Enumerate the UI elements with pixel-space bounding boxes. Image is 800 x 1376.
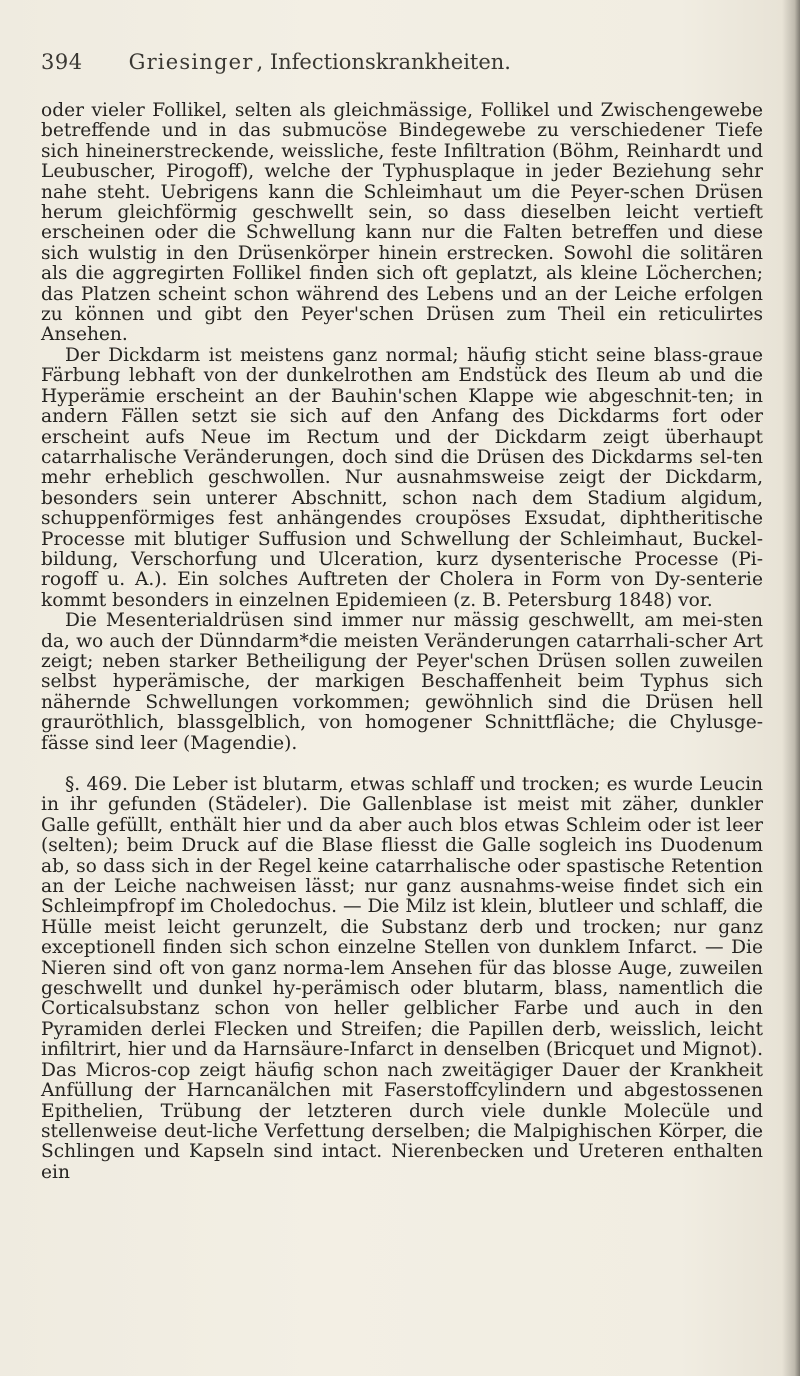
page-number: 394 xyxy=(41,50,83,74)
paragraph-section-469: §. 469. Die Leber ist blutarm, etwas schlaff und trocken; es wurde Leucin in ihr gefunden (Städeler). Die Gallenblase ist meist mit zäher, dunkler Galle gefüllt, enthält hier und da aber auch blos etwas Schleim oder ist leer (selten); beim Druck auf die Blase fliesst die Galle sogleich ins Duodenum ab, so dass sich in der Regel keine catarrhalische oder spastische Retention an der Leiche nachweisen lässt; nur ganz ausnahms-weise findet sich ein Schleimpfropf im Choledochus. — Die Milz ist klein, blutleer und schlaff, die Hülle meist leicht gerunzelt, die Substanz derb und trocken; nur ganz exceptionell finden sich schon einzelne Stellen von dunklem Infarct. — Die Nieren sind oft von ganz norma-lem Ansehen für das blosse Auge, zuweilen geschwellt und dunkel hy-perämisch oder blutarm, blass, namentlich die Corticalsubstanz schon von heller gelblicher Farbe und auch in den Pyramiden derlei Flecken und Streifen; die Papillen derb, weisslich, leicht infiltrirt, hier und da Harnsäure-Infarct in denselben (Bricquet und Mignot). Das Micros-cop zeigt häufig schon nach zweitägiger Dauer der Krankheit Anfüllung der Harncanälchen mit Faserstoffcylindern und abgestossenen Epithelien, Trübung der letzteren durch viele dunkle Molecüle und stellenweise deut-liche Verfettung derselben; die Malpighischen Körper, die Schlingen und Kapseln sind intact. Nierenbecken und Ureteren enthalten ein xyxy=(41,774,763,1183)
body-text xyxy=(41,101,763,1183)
page-edge-shadow xyxy=(782,0,800,1376)
running-header xyxy=(41,50,741,80)
paragraph-mesenterialdruesen: Die Mesenterialdrüsen sind immer nur mässig geschwellt, am mei-sten da, wo auch der Dünndarm*die meisten Veränderungen catarrhali-scher Art zeigt; neben starker Betheiligung der Peyer'schen Drüsen sollen zuweilen selbst hyperämische, der markigen Beschaffenheit beim Typhus sich nähernde Schwellungen vorkommen; gewöhnlich sind die Drüsen hell grauröthlich, blassgelblich, von homogener Schnittfläche; die Chylusge-fässe sind leer (Magendie). xyxy=(41,610,763,754)
header-author: Griesinger xyxy=(128,50,254,74)
paragraph-follikel: oder vieler Follikel, selten als gleichmässige, Follikel und Zwischengewebe betreffende und in das submucöse Bindegewebe zu verschiedener Tiefe sich hineinerstreckende, weissliche, feste Infiltration (Böhm, Reinhardt und Leubuscher, Pirogoff), welche der Typhusplaque in jeder Beziehung sehr nahe steht. Uebrigens kann die Schleimhaut um die Peyer-schen Drüsen herum gleichförmig geschwellt sein, so dass dieselben leicht vertieft erscheinen oder die Schwellung kann nur die Falten betreffen und diese sich wulstig in den Drüsenkörper hinein erstrecken. Sowohl die solitären als die aggregirten Follikel finden sich oft geplatzt, als kleine Löcherchen; das Platzen scheint schon während des Lebens und an der Leiche erfolgen zu können und gibt den Peyer'schen Drüsen zum Theil ein reticulirtes Ansehen. xyxy=(41,100,763,346)
header-title: , Infectionskrankheiten. xyxy=(256,50,511,74)
paragraph-dickdarm: Der Dickdarm ist meistens ganz normal; häufig sticht seine blass-graue Färbung lebhaft von der dunkelrothen am Endstück des Ileum ab und die Hyperämie erscheint an der Bauhin'schen Klappe wie abgeschnit-ten; in andern Fällen setzt sie sich auf den Anfang des Dickdarms fort oder erscheint aufs Neue im Rectum und der Dickdarm zeigt überhaupt catarrhalische Veränderungen, doch sind die Drüsen des Dickdarms sel-ten mehr erheblich geschwollen. Nur ausnahmsweise zeigt der Dickdarm, besonders sein unterer Abschnitt, schon nach dem Stadium algidum, schuppenförmiges fest anhängendes croupöses Exsudat, diphtheritische Processe mit blutiger Suffusion und Schwellung der Schleimhaut, Buckel-bildung, Verschorfung und Ulceration, kurz dysenterische Processe (Pi-rogoff u. A.). Ein solches Auftreten der Cholera in Form von Dy-senterie kommt besonders in einzelnen Epidemieen (z. B. Petersburg 1848) vor. xyxy=(41,344,763,611)
